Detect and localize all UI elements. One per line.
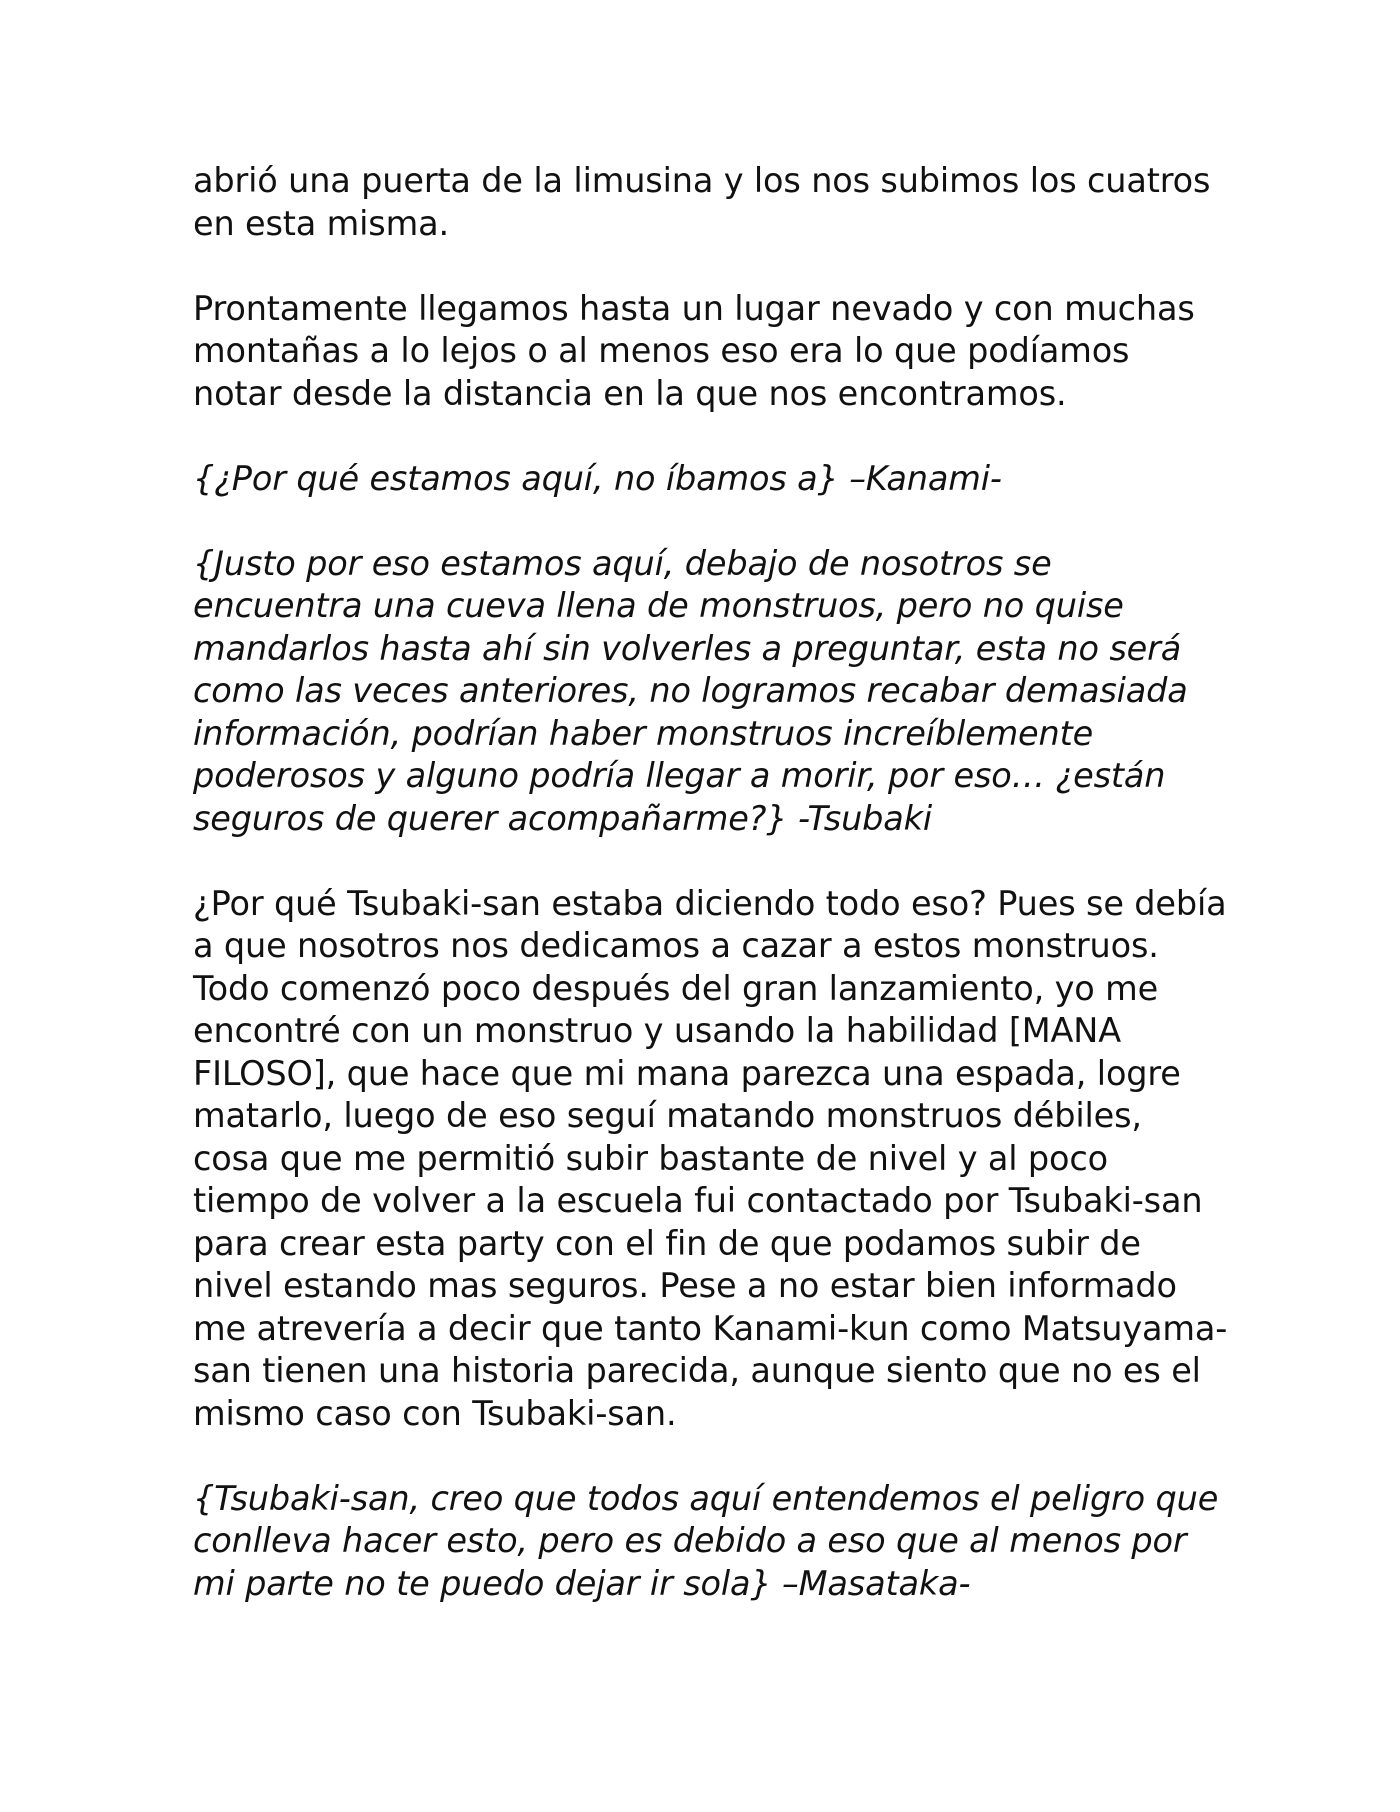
- dialogue-kanami: {¿Por qué estamos aquí, no íbamos a} –Kanami-: [193, 458, 1002, 498]
- document-page: [193, 160, 1228, 1648]
- dialogue-masataka: {Tsubaki-san, creo que todos aquí entendemos el peligro que conlleva hacer esto, pero es debido a eso que al menos por mi parte no te puedo dejar ir sola} –Masataka-: [193, 1478, 1219, 1603]
- dialogue-tsubaki: {Justo por eso estamos aquí, debajo de nosotros se encuentra una cueva llena de monstruos, pero no quise mandarlos hasta ahí sin volverles a preguntar, esta no será como las veces anteriores, no logramos recabar demasiada información, podrían haber monstruos increíblemente poderosos y alguno podría llegar a morir, por eso… ¿están seguros de querer acompañarme?} -Tsubaki: [193, 543, 1188, 838]
- paragraph-snowy-place: Prontamente llegamos hasta un lugar nevado y con muchas montañas a lo lejos o al menos eso era lo que podíamos notar desde la distancia en la que nos encontramos.: [193, 288, 1195, 413]
- paragraph-narration: ¿Por qué Tsubaki-san estaba diciendo todo eso? Pues se debía a que nosotros nos dedicamos a cazar a estos monstruos. Todo comenzó poco después del gran lanzamiento, yo me encontré con un monstruo y usando la habilidad [MANA FILOSO], que hace que mi mana parezca una espada, logre matarlo, luego de eso seguí matando monstruos débiles, cosa que me permitió subir bastante de nivel y al poco tiempo de volver a la escuela fui contactado por Tsubaki-san para crear esta party con el fin de que podamos subir de nivel estando mas seguros. Pese a no estar bien informado me atrevería a decir que tanto Kanami-kun como Matsuyama-san tienen una historia parecida, aunque siento que no es el mismo caso con Tsubaki-san.: [193, 883, 1228, 1433]
- paragraph-limousine: abrió una puerta de la limusina y los nos subimos los cuatros en esta misma.: [193, 161, 1211, 243]
